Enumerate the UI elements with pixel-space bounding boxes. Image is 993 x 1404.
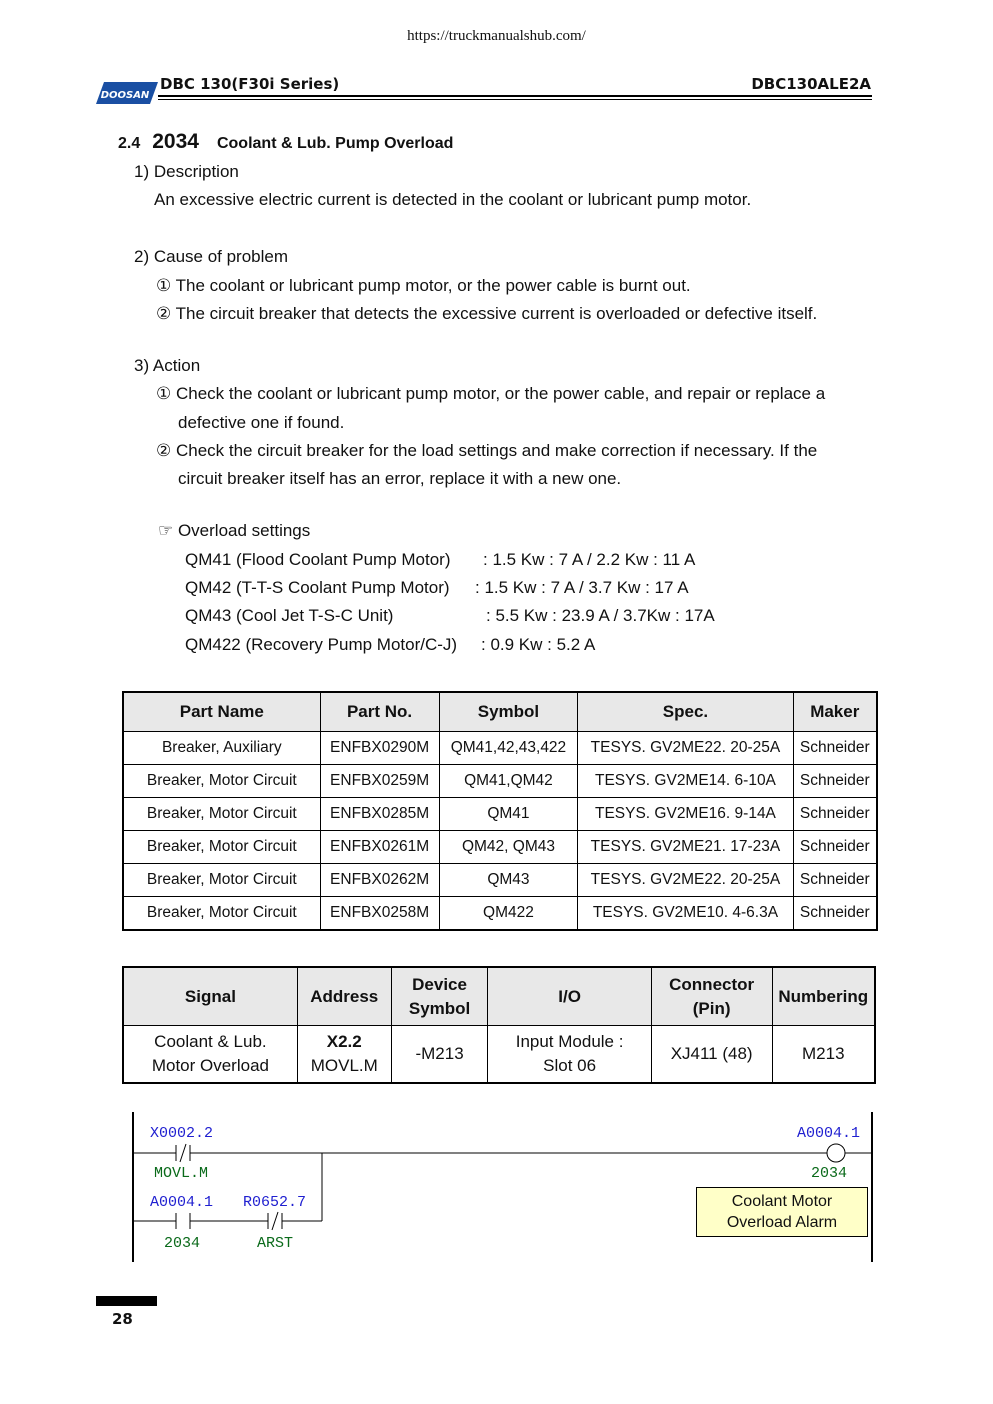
overload-name: QM43 (Cool Jet T-S-C Unit) <box>185 606 394 625</box>
device-symbol-cell: -M213 <box>391 1026 488 1084</box>
column-header: I/O <box>488 967 651 1026</box>
section-title <box>118 130 453 154</box>
column-header: Symbol <box>439 692 578 732</box>
part-name: Breaker, Motor Circuit <box>123 831 320 864</box>
part-name: Breaker, Motor Circuit <box>123 765 320 798</box>
contact-address: X0002.2 <box>150 1125 214 1142</box>
overload-name: QM42 (T-T-S Coolant Pump Motor) <box>185 578 450 597</box>
part-spec: TESYS. GV2ME22. 20-25A <box>578 732 793 765</box>
cell-line: Coolant & Lub. <box>154 1032 267 1051</box>
action-heading: 3) Action <box>134 356 201 375</box>
signal-table <box>122 966 876 1084</box>
cell-line: Slot 06 <box>543 1056 597 1075</box>
page-number: 28 <box>112 1310 133 1328</box>
part-number: ENFBX0290M <box>320 732 439 765</box>
header-line: Connector <box>669 974 755 994</box>
cell-line: Motor Overload <box>151 1056 269 1075</box>
part-number: ENFBX0258M <box>320 897 439 931</box>
part-number: ENFBX0261M <box>320 831 439 864</box>
contact-address: A0004.1 <box>150 1194 214 1211</box>
table-row <box>123 864 877 897</box>
action-item-1-cont: defective one if found. <box>178 413 345 432</box>
doosan-logo <box>96 80 158 106</box>
overload-value: : 1.5 Kw : 7 A / 2.2 Kw : 11 A <box>483 550 696 569</box>
column-header: Maker <box>793 692 877 732</box>
overload-value: : 0.9 Kw : 5.2 A <box>481 635 596 654</box>
overload-value: : 1.5 Kw : 7 A / 3.7 Kw : 17 A <box>475 578 689 597</box>
action-item-2: ② Check the circuit breaker for the load settings and make correction if necessary. If the <box>156 441 818 460</box>
contact-label: MOVL.M <box>154 1165 209 1182</box>
column-header: Part No. <box>320 692 439 732</box>
header-line: (Pin) <box>692 998 731 1018</box>
part-name: Breaker, Motor Circuit <box>123 897 320 931</box>
table-row <box>123 831 877 864</box>
overload-value: : 5.5 Kw : 23.9 A / 3.7Kw : 17A <box>486 606 715 625</box>
part-number: ENFBX0285M <box>320 798 439 831</box>
part-number: ENFBX0262M <box>320 864 439 897</box>
part-symbol: QM41,42,43,422 <box>439 732 578 765</box>
part-spec: TESYS. GV2ME16. 9-14A <box>578 798 793 831</box>
cell-line: MOVL.M <box>310 1056 378 1075</box>
section-number: 2.4 <box>118 135 141 152</box>
column-header: Signal <box>123 967 297 1026</box>
overload-name: QM422 (Recovery Pump Motor/C-J) <box>185 635 458 654</box>
column-header: Spec. <box>578 692 793 732</box>
source-url[interactable]: https://truckmanualshub.com/ <box>407 28 586 44</box>
io-cell <box>488 1026 651 1084</box>
coil-address: A0004.1 <box>797 1125 861 1142</box>
part-spec: TESYS. GV2ME22. 20-25A <box>578 864 793 897</box>
parts-table <box>122 691 878 931</box>
signal-cell <box>123 1026 297 1084</box>
part-maker: Schneider <box>793 864 877 897</box>
part-maker: Schneider <box>793 897 877 931</box>
action-item-1: ① Check the coolant or lubricant pump motor, or the power cable, and repair or replace a <box>156 384 826 403</box>
section-name: Coolant & Lub. Pump Overload <box>216 135 454 152</box>
part-symbol: QM43 <box>439 864 578 897</box>
description-text: An excessive electric current is detected in the coolant or lubricant pump motor. <box>154 190 752 209</box>
column-header: Numbering <box>772 967 875 1026</box>
alarm-code: 2034 <box>152 130 199 153</box>
part-name: Breaker, Motor Circuit <box>123 864 320 897</box>
table-header-row <box>123 692 877 732</box>
contact-label: 2034 <box>164 1235 201 1252</box>
alarm-line: Coolant Motor <box>731 1193 833 1210</box>
logo-text: DOOSAN <box>100 90 150 101</box>
action-item-2-cont: circuit breaker itself has an error, replace it with a new one. <box>178 469 622 488</box>
contact-label: ARST <box>257 1235 294 1252</box>
contact-address: R0652.7 <box>243 1194 307 1211</box>
cell-line: X2.2 <box>326 1032 362 1051</box>
part-maker: Schneider <box>793 732 877 765</box>
overload-name: QM41 (Flood Coolant Pump Motor) <box>185 550 451 569</box>
header-line: Device <box>412 974 467 994</box>
address-cell <box>297 1026 391 1084</box>
part-symbol: QM42, QM43 <box>439 831 578 864</box>
table-header-row <box>123 967 875 1026</box>
part-maker: Schneider <box>793 765 877 798</box>
cause-heading: 2) Cause of problem <box>134 247 289 266</box>
table-row <box>123 765 877 798</box>
part-symbol: QM41 <box>439 798 578 831</box>
part-spec: TESYS. GV2ME10. 4-6.3A <box>578 897 793 931</box>
column-header: Part Name <box>123 692 320 732</box>
part-maker: Schneider <box>793 831 877 864</box>
cause-item-2: ② The circuit breaker that detects the excessive current is overloaded or defective itself. <box>156 304 818 323</box>
part-symbol: QM422 <box>439 897 578 931</box>
table-row <box>123 732 877 765</box>
table-row <box>123 897 877 931</box>
column-header <box>651 967 772 1026</box>
header-rule <box>158 95 872 97</box>
alarm-message-box <box>696 1187 868 1237</box>
overload-heading: ☞ Overload settings <box>158 521 311 540</box>
part-spec: TESYS. GV2ME21. 17-23A <box>578 831 793 864</box>
header-doc-code: DBC130ALE2A <box>751 75 871 93</box>
column-header: Address <box>297 967 391 1026</box>
part-number: ENFBX0259M <box>320 765 439 798</box>
page-number-bar <box>96 1296 157 1306</box>
part-name: Breaker, Motor Circuit <box>123 798 320 831</box>
column-header <box>391 967 488 1026</box>
part-name: Breaker, Auxiliary <box>123 732 320 765</box>
connector-cell: XJ411 (48) <box>651 1026 772 1084</box>
coil-a0004-1 <box>827 1144 845 1162</box>
description-heading: 1) Description <box>134 162 239 181</box>
table-row <box>123 798 877 831</box>
table-row <box>123 1026 875 1084</box>
numbering-cell: M213 <box>772 1026 875 1084</box>
part-spec: TESYS. GV2ME14. 6-10A <box>578 765 793 798</box>
part-symbol: QM41,QM42 <box>439 765 578 798</box>
alarm-line: Overload Alarm <box>726 1214 838 1231</box>
cause-item-1: ① The coolant or lubricant pump motor, or the power cable is burnt out. <box>156 276 691 295</box>
cell-line: Input Module : <box>515 1032 624 1051</box>
header-rule-thin <box>158 99 872 100</box>
header-model: DBC 130(F30i Series) <box>160 75 340 93</box>
part-maker: Schneider <box>793 798 877 831</box>
header-line: Symbol <box>408 998 471 1018</box>
coil-label: 2034 <box>811 1165 848 1182</box>
